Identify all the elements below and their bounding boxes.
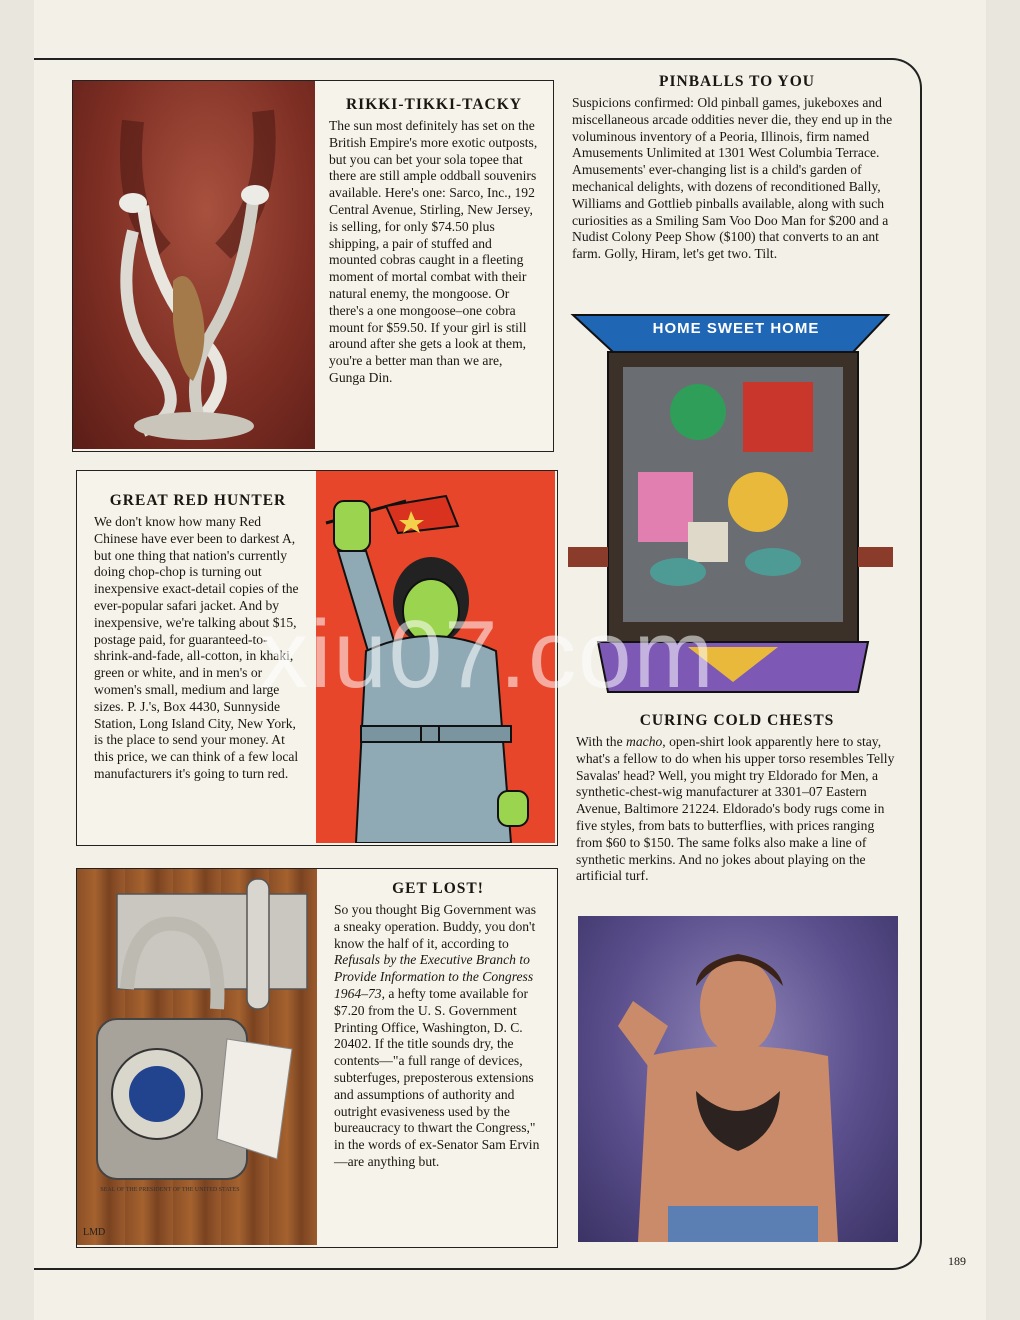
get-lost-body: So you thought Big Government was a sneaky operation. Buddy, you don't know the half of it, according to Refusals by the Executive Branch to Provide Information to the Congress 1964–73, a hefty tome available for $7.20 from the U. S. Government Printing Office, Washington, D. C. 20402. If the title sounds dry, the contents—"a full range of devices, subterfuges, preposterous extensions and assumptions of authority and outright evasiveness used by the bureaucracy to thwart the Congress," in the words of ex-Senator Sam Ervin—are anything but. [334, 902, 540, 1169]
red-hunter-body: We don't know how many Red Chinese have ever been to darkest A, but one thing that nation's currently doing chop-chop is turning out inexpensive exact-detail copies of the ever-popular safari jacket. And by inexpensive, we're talking about $15, postage paid, for guaranteed-to-shrink-and-fade, all-cotton, in khaki, green or white, and in men's or women's small, medium and large sizes. P. J.'s, Box 4430, Sunnyside Station, Long Island City, New York, is the place to send your money. At this price, we can think of a few local manufacturers it's going to turn red. [94, 514, 299, 781]
pinballs-text [572, 73, 902, 263]
pinball-sign: HOME SWEET HOME [652, 320, 820, 337]
watermark: xiu07.com [260, 601, 716, 708]
cold-chests-title: CURING COLD CHESTS [639, 712, 835, 729]
red-hunter-title: GREAT RED HUNTER [109, 492, 287, 509]
cold-chests-text [576, 712, 898, 885]
rikki-body: The sun most definitely has set on the British Empire's more exotic outposts, but you can bet your sola topee that there are still ample oddball souvenirs available. Here's one: Sarco, Inc., 192 Central Avenue, Stirling, New Jersey, is selling, for only $74.50 plus shipping, a pair of stuffed and mounted cobras caught in a fleeting moment of mortal combat with their natural enemy, the mongoose. Or there's a one mongoose–one cobra mount for $59.50. If your girl is still around after she gets a look at them, you're a better man than we are, Gunga Din. [329, 118, 538, 385]
get-lost-text [334, 880, 542, 1171]
get-lost-title: GET LOST! [392, 880, 484, 897]
cobra-mongoose-photo [73, 81, 315, 449]
cold-chests-body: With the macho, open-shirt look apparently here to stay, what's a fellow to do when his upper torso resembles Telly Savalas' head? Well, you might try Eldorado for Men, a synthetic-chest-wig manufacturer at 3301–07 Eastern Avenue, Baltimore 21224. Eldorado's body rugs come in five styles, from bats to butterflies, with prices ranging from $60 to $150. The same folks also make a line of synthetic merkins. And no jokes about playing on the artificial turf. [576, 734, 895, 884]
pinballs-body: Suspicions confirmed: Old pinball games, jukeboxes and miscellaneous arcade oddities never die, they end up in the voluminous inventory of a Peoria, Illinois, firm named Amusements Unlimited at 1301 West Columbia Terrace. Amusements' ever-changing list is a child's garden of mechanical delights, with dozens of reconditioned Bally, Williams and Gottlieb pinballs available, along with such curiosities as a Smiling Sam Voo Doo Man for $200 and a Nudist Colony Peep Show ($100) that converts to an ant farm. Golly, Hiram, let's get two. Tilt. [572, 95, 893, 262]
chest-wig-photo [578, 916, 898, 1242]
rikki-title: RIKKI-TIKKI-TACKY [345, 96, 523, 113]
seal-caption: SEAL OF THE PRESIDENT OF THE UNITED STATES [100, 1187, 240, 1193]
pinballs-title: PINBALLS TO YOU [659, 73, 815, 90]
artist-signature: LMD [83, 1227, 106, 1238]
padlock-illustration [77, 869, 317, 1245]
rikki-text [329, 96, 539, 387]
page-number: 189 [948, 1254, 966, 1268]
